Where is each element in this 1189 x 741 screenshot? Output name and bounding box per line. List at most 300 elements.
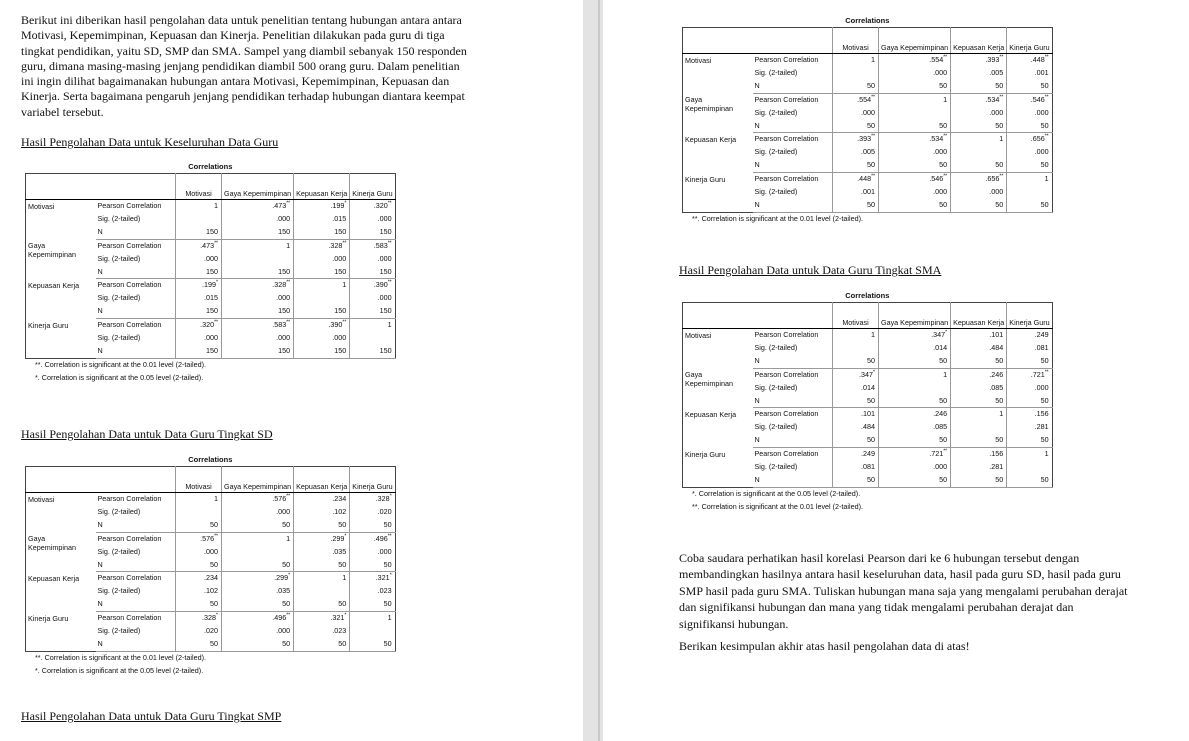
significance-mark: ** bbox=[871, 94, 875, 101]
table-cell bbox=[350, 585, 395, 598]
table-cell bbox=[176, 572, 222, 585]
significance-mark: ** bbox=[342, 240, 347, 247]
cell-value: .085 bbox=[989, 382, 1004, 392]
row-group-label: Kinerja Guru bbox=[685, 174, 726, 184]
cell-value: .576 bbox=[200, 533, 215, 543]
table-row bbox=[683, 368, 1053, 381]
table-cell bbox=[222, 253, 294, 266]
correlation-grid bbox=[682, 27, 1053, 213]
table-cell bbox=[1007, 54, 1052, 67]
table-cell bbox=[176, 612, 222, 625]
row-group-label: Gaya Kepemimpinan bbox=[685, 95, 733, 114]
cell-value: 50 bbox=[282, 599, 291, 609]
table-cell bbox=[951, 146, 1007, 159]
cell-value: .000 bbox=[989, 187, 1004, 197]
cell-value: 150 bbox=[379, 226, 392, 236]
cell-value: 50 bbox=[867, 474, 875, 484]
cell-value: .101 bbox=[861, 409, 875, 419]
table-cell bbox=[1007, 421, 1052, 434]
table-cell bbox=[879, 421, 951, 434]
cell-value: 50 bbox=[383, 638, 392, 648]
table-footnote: **. Correlation is significant at the 0.01 level (2-tailed). bbox=[692, 501, 863, 511]
row-group-label: Motivasi bbox=[28, 495, 55, 504]
cell-value: .000 bbox=[377, 213, 392, 223]
table-cell bbox=[879, 355, 951, 368]
table-cell bbox=[176, 532, 222, 545]
table-cell bbox=[833, 80, 879, 93]
cell-value: 50 bbox=[210, 638, 218, 648]
stat-label: Pearson Correlation bbox=[754, 55, 819, 64]
significance-mark: ** bbox=[999, 94, 1004, 101]
cell-value: .020 bbox=[377, 506, 392, 516]
cell-value: .347 bbox=[931, 330, 946, 339]
table-cell bbox=[350, 279, 395, 292]
table-cell bbox=[222, 305, 294, 318]
cell-value: .546 bbox=[1030, 94, 1045, 104]
cell-value: 50 bbox=[338, 638, 347, 648]
significance-mark: * bbox=[344, 533, 347, 540]
cell-value: .000 bbox=[204, 546, 218, 556]
intro-line: variabel tersebut. bbox=[21, 104, 104, 119]
significance-mark: ** bbox=[871, 134, 875, 141]
table-caption: Correlations bbox=[188, 455, 233, 464]
column-header: Kinerja Guru bbox=[1007, 303, 1052, 329]
correlation-table-smp bbox=[682, 15, 1053, 226]
table-cell bbox=[294, 559, 350, 572]
table-row bbox=[683, 133, 1053, 146]
table-cell bbox=[222, 572, 294, 585]
cell-value: .005 bbox=[861, 147, 875, 157]
table-row bbox=[26, 279, 396, 292]
correlation-grid bbox=[25, 466, 396, 652]
significance-mark: ** bbox=[943, 173, 948, 180]
stat-label: Sig. (2-tailed) bbox=[754, 462, 798, 472]
cell-value: .249 bbox=[1034, 330, 1049, 339]
stat-label: N bbox=[753, 199, 833, 212]
stat-label: N bbox=[96, 345, 176, 358]
table-cell bbox=[833, 133, 879, 146]
significance-mark: ** bbox=[214, 319, 218, 326]
table-cell bbox=[294, 226, 350, 239]
table-cell bbox=[951, 421, 1007, 434]
stat-label: Sig. (2-tailed) bbox=[97, 626, 141, 636]
table-cell bbox=[350, 239, 395, 252]
table-row bbox=[683, 408, 1053, 421]
question-line: SMP hasil pada guru SMA. Tuliskan hubungan mana saja yang mengalami perubahan derajat bbox=[679, 583, 1128, 598]
significance-mark: * bbox=[873, 369, 875, 376]
stat-label: N bbox=[96, 559, 176, 572]
significance-mark: * bbox=[389, 493, 392, 500]
table-cell bbox=[350, 319, 395, 332]
cell-value: .000 bbox=[276, 626, 291, 636]
stat-label: Sig. (2-tailed) bbox=[754, 147, 798, 157]
table-cell bbox=[350, 519, 395, 532]
cell-value: 50 bbox=[210, 519, 218, 529]
cell-value: 50 bbox=[282, 559, 291, 569]
table-footnote: *. Correlation is significant at the 0.05 level (2-tailed). bbox=[35, 372, 204, 382]
table-cell bbox=[833, 461, 879, 474]
table-cell bbox=[222, 585, 294, 598]
stat-label: Pearson Correlation bbox=[97, 533, 162, 543]
table-footnote: *. Correlation is significant at the 0.05 level (2-tailed). bbox=[692, 488, 861, 498]
table-cell bbox=[951, 80, 1007, 93]
cell-value: 1 bbox=[286, 533, 291, 543]
cell-value: .000 bbox=[276, 506, 291, 516]
cell-value: 1 bbox=[999, 409, 1004, 419]
cell-value: 50 bbox=[210, 599, 218, 609]
table-cell bbox=[1007, 448, 1052, 461]
cell-value: 50 bbox=[995, 80, 1004, 90]
cell-value: .102 bbox=[204, 586, 218, 596]
cell-value: 150 bbox=[206, 226, 218, 236]
cell-value: .000 bbox=[861, 107, 875, 117]
intro-line: ini ingin dilihat bagaimanakan hubungan antara Motivasi, Kepemimpinan, Kepuasan dan bbox=[21, 74, 450, 89]
table-cell bbox=[833, 382, 879, 395]
table-cell bbox=[222, 213, 294, 226]
cell-value: .320 bbox=[373, 201, 388, 210]
table-cell bbox=[1007, 382, 1052, 395]
table-cell bbox=[951, 474, 1007, 487]
cell-value: 50 bbox=[867, 395, 875, 405]
table-cell bbox=[294, 532, 350, 545]
table-cell bbox=[350, 266, 395, 279]
stat-label: Sig. (2-tailed) bbox=[754, 422, 798, 432]
heading-all-data: Hasil Pengolahan Data untuk Keseluruhan Data Guru bbox=[21, 135, 279, 149]
table-cell bbox=[879, 186, 951, 199]
table-cell bbox=[294, 598, 350, 611]
cell-value: .534 bbox=[929, 134, 944, 144]
table-cell bbox=[176, 200, 222, 213]
significance-mark: ** bbox=[1044, 94, 1049, 101]
table-cell bbox=[833, 186, 879, 199]
table-cell bbox=[951, 67, 1007, 80]
table-cell bbox=[879, 342, 951, 355]
significance-mark: ** bbox=[286, 280, 291, 287]
column-header: Gaya Kepemimpinan bbox=[879, 28, 951, 54]
cell-value: .721 bbox=[929, 449, 944, 459]
cell-value: 50 bbox=[939, 160, 948, 170]
table-cell bbox=[350, 559, 395, 572]
table-cell bbox=[879, 159, 951, 172]
cell-value: 50 bbox=[1040, 80, 1049, 90]
table-cell bbox=[350, 332, 395, 345]
table-cell bbox=[1007, 67, 1052, 80]
table-cell bbox=[833, 355, 879, 368]
cell-value: .015 bbox=[332, 213, 347, 223]
table-cell bbox=[350, 572, 395, 585]
cell-value: .020 bbox=[204, 626, 218, 636]
stat-label: N bbox=[96, 519, 176, 532]
column-header: Gaya Kepemimpinan bbox=[879, 303, 951, 329]
cell-value: .390 bbox=[373, 280, 388, 290]
table-cell bbox=[833, 421, 879, 434]
table-cell bbox=[833, 329, 879, 342]
table-cell bbox=[176, 546, 222, 559]
table-cell bbox=[879, 146, 951, 159]
table-cell bbox=[176, 213, 222, 226]
stat-label: Pearson Correlation bbox=[754, 94, 819, 104]
intro-line: tingkat pendidikan, yaitu SD, SMP dan SMA. Sampel yang diambil sebanyak 150 responden bbox=[21, 43, 467, 58]
table-cell bbox=[1007, 173, 1052, 186]
table-row bbox=[26, 612, 396, 625]
header-blank bbox=[26, 174, 96, 200]
column-header: Kinerja Guru bbox=[350, 174, 395, 200]
table-cell bbox=[833, 173, 879, 186]
cell-value: 50 bbox=[383, 519, 392, 529]
table-cell bbox=[294, 279, 350, 292]
cell-value: 1 bbox=[871, 55, 875, 64]
table-cell bbox=[350, 226, 395, 239]
table-cell bbox=[222, 598, 294, 611]
cell-value: .554 bbox=[857, 94, 872, 104]
cell-value: .347 bbox=[859, 369, 874, 379]
table-cell bbox=[879, 408, 951, 421]
stat-label: Sig. (2-tailed) bbox=[97, 506, 141, 516]
table-cell bbox=[222, 559, 294, 572]
header-blank bbox=[96, 467, 176, 493]
cell-value: 50 bbox=[939, 80, 948, 90]
intro-paragraph bbox=[21, 13, 561, 120]
table-cell bbox=[294, 493, 350, 506]
intro-line: Berikut ini diberikan hasil pengolahan data untuk penelitian tentang hubungan antara antara bbox=[21, 13, 462, 27]
cell-value: 150 bbox=[334, 226, 347, 236]
cell-value: .000 bbox=[276, 293, 291, 303]
stat-label: N bbox=[96, 638, 176, 651]
table-cell bbox=[222, 532, 294, 545]
cell-value: 50 bbox=[995, 435, 1004, 445]
significance-mark: * bbox=[344, 612, 347, 619]
table-cell bbox=[350, 532, 395, 545]
stat-label: Pearson Correlation bbox=[97, 613, 162, 623]
row-group-label: Motivasi bbox=[28, 202, 55, 211]
cell-value: 1 bbox=[999, 134, 1004, 144]
cell-value: .721 bbox=[1030, 369, 1045, 379]
intro-line: Motivasi, Kepemimpinan, Kepuasan dan Kinerja. Penelitian dilakukan pada guru di tiga bbox=[21, 28, 445, 43]
cell-value: .000 bbox=[377, 253, 392, 263]
stat-label: N bbox=[96, 305, 176, 318]
table-cell bbox=[222, 625, 294, 638]
stat-label: Pearson Correlation bbox=[754, 174, 819, 184]
table-cell bbox=[176, 319, 222, 332]
stat-label: N bbox=[753, 355, 833, 368]
table-cell bbox=[1007, 368, 1052, 381]
cell-value: 50 bbox=[995, 199, 1004, 209]
table-row bbox=[683, 448, 1053, 461]
cell-value: 50 bbox=[939, 435, 948, 445]
significance-mark: ** bbox=[214, 533, 218, 540]
table-row bbox=[26, 239, 396, 252]
cell-value: 50 bbox=[939, 474, 948, 484]
correlation-table-sma bbox=[682, 290, 1053, 514]
cell-value: .473 bbox=[200, 240, 215, 250]
table-cell bbox=[951, 395, 1007, 408]
column-header: Motivasi bbox=[176, 174, 222, 200]
significance-mark: ** bbox=[286, 612, 291, 619]
table-cell bbox=[879, 93, 951, 106]
stat-label: Sig. (2-tailed) bbox=[754, 342, 798, 352]
table-row bbox=[26, 532, 396, 545]
cell-value: .390 bbox=[328, 320, 343, 330]
cell-value: .246 bbox=[933, 409, 948, 419]
cell-value: .246 bbox=[989, 369, 1004, 379]
table-row bbox=[683, 54, 1053, 67]
column-header: Kepuasan Kerja bbox=[294, 467, 350, 493]
cell-value: .000 bbox=[1034, 147, 1049, 157]
cell-value: 150 bbox=[278, 306, 291, 316]
cell-value: 150 bbox=[206, 345, 218, 355]
correlation-grid bbox=[25, 173, 396, 359]
heading-sma: Hasil Pengolahan Data untuk Data Guru Tingkat SMA bbox=[679, 263, 942, 277]
cell-value: .546 bbox=[929, 174, 944, 184]
cell-value: 1 bbox=[1044, 449, 1049, 459]
cell-value: .000 bbox=[933, 462, 948, 472]
row-group-label: Gaya Kepemimpinan bbox=[28, 534, 76, 553]
row-group-label: Kinerja Guru bbox=[685, 449, 726, 459]
table-cell bbox=[222, 493, 294, 506]
table-cell bbox=[176, 266, 222, 279]
significance-mark: ** bbox=[286, 493, 291, 500]
table-cell bbox=[1007, 107, 1052, 120]
row-group-label: Kinerja Guru bbox=[28, 613, 69, 623]
cell-value: 50 bbox=[282, 638, 291, 648]
stat-label: Pearson Correlation bbox=[97, 494, 162, 503]
question-paragraph bbox=[679, 550, 1184, 632]
table-cell bbox=[222, 612, 294, 625]
cell-value: .015 bbox=[204, 293, 218, 303]
table-footnote: **. Correlation is significant at the 0.01 level (2-tailed). bbox=[35, 652, 206, 662]
table-caption: Correlations bbox=[188, 162, 233, 171]
table-cell bbox=[176, 292, 222, 305]
cell-value: .001 bbox=[861, 187, 875, 197]
table-cell bbox=[176, 305, 222, 318]
row-group-label: Kepuasan Kerja bbox=[28, 573, 80, 583]
significance-mark: * bbox=[945, 329, 948, 336]
cell-value: .156 bbox=[989, 449, 1004, 459]
table-cell bbox=[176, 239, 222, 252]
table-cell bbox=[350, 598, 395, 611]
table-cell bbox=[294, 612, 350, 625]
cell-value: .249 bbox=[861, 449, 875, 459]
cell-value: .000 bbox=[377, 546, 392, 556]
table-cell bbox=[951, 159, 1007, 172]
document-page-right bbox=[603, 0, 1189, 741]
table-cell bbox=[879, 461, 951, 474]
heading-smp: Hasil Pengolahan Data untuk Data Guru Tingkat SMP bbox=[21, 709, 282, 723]
table-cell bbox=[833, 54, 879, 67]
table-cell bbox=[176, 253, 222, 266]
table-cell bbox=[176, 625, 222, 638]
cell-value: 1 bbox=[214, 494, 218, 503]
stat-label: N bbox=[753, 395, 833, 408]
table-cell bbox=[879, 107, 951, 120]
column-header: Kepuasan Kerja bbox=[951, 303, 1007, 329]
cell-value: 150 bbox=[334, 345, 347, 355]
header-blank bbox=[753, 303, 833, 329]
cell-value: .000 bbox=[933, 147, 948, 157]
table-cell bbox=[222, 638, 294, 651]
table-cell bbox=[951, 434, 1007, 447]
table-cell bbox=[222, 239, 294, 252]
table-cell bbox=[833, 408, 879, 421]
cell-value: .014 bbox=[933, 342, 948, 352]
table-row bbox=[26, 572, 396, 585]
table-cell bbox=[350, 200, 395, 213]
table-cell bbox=[222, 546, 294, 559]
cell-value: 1 bbox=[387, 320, 392, 330]
table-cell bbox=[833, 395, 879, 408]
table-cell bbox=[879, 120, 951, 133]
cell-value: 50 bbox=[939, 199, 948, 209]
table-cell bbox=[1007, 186, 1052, 199]
cell-value: .000 bbox=[377, 293, 392, 303]
cell-value: .000 bbox=[332, 253, 347, 263]
cell-value: .000 bbox=[276, 333, 291, 343]
table-cell bbox=[833, 448, 879, 461]
cell-value: .328 bbox=[328, 240, 343, 250]
significance-mark: * bbox=[344, 200, 347, 207]
table-cell bbox=[833, 107, 879, 120]
significance-mark: ** bbox=[871, 173, 875, 180]
table-cell bbox=[176, 519, 222, 532]
table-cell bbox=[1007, 133, 1052, 146]
table-cell bbox=[879, 67, 951, 80]
cell-value: 50 bbox=[939, 120, 948, 130]
table-cell bbox=[951, 173, 1007, 186]
cell-value: 150 bbox=[334, 266, 347, 276]
cell-value: .014 bbox=[861, 382, 875, 392]
table-cell bbox=[879, 173, 951, 186]
table-footnote: **. Correlation is significant at the 0.01 level (2-tailed). bbox=[692, 213, 863, 223]
table-cell bbox=[951, 54, 1007, 67]
stat-label: Sig. (2-tailed) bbox=[97, 293, 141, 303]
cell-value: 50 bbox=[995, 160, 1004, 170]
table-cell bbox=[879, 448, 951, 461]
table-cell bbox=[294, 213, 350, 226]
table-cell bbox=[222, 292, 294, 305]
column-header: Gaya Kepemimpinan bbox=[222, 467, 294, 493]
table-cell bbox=[951, 186, 1007, 199]
table-cell bbox=[294, 585, 350, 598]
cell-value: .554 bbox=[929, 55, 944, 64]
table-cell bbox=[176, 332, 222, 345]
cell-value: .005 bbox=[989, 67, 1004, 77]
cell-value: .281 bbox=[1034, 422, 1049, 432]
cell-value: 50 bbox=[338, 559, 347, 569]
table-cell bbox=[879, 54, 951, 67]
cell-value: .328 bbox=[272, 280, 287, 290]
cell-value: .656 bbox=[985, 174, 1000, 184]
cell-value: .001 bbox=[1034, 67, 1049, 77]
page-gutter bbox=[583, 0, 603, 741]
table-caption: Correlations bbox=[845, 291, 890, 300]
stat-label: Sig. (2-tailed) bbox=[754, 67, 798, 77]
significance-mark: ** bbox=[286, 319, 291, 326]
significance-mark: * bbox=[389, 573, 392, 580]
question-line: signifikansi hubungan. bbox=[679, 616, 789, 631]
cell-value: 1 bbox=[342, 573, 347, 583]
stat-label: N bbox=[753, 80, 833, 93]
cell-value: 50 bbox=[338, 599, 347, 609]
cell-value: 50 bbox=[867, 120, 875, 130]
stat-label: Pearson Correlation bbox=[754, 369, 819, 379]
table-row bbox=[26, 319, 396, 332]
heading-sd: Hasil Pengolahan Data untuk Data Guru Tingkat SD bbox=[21, 427, 273, 441]
cell-value: .081 bbox=[861, 462, 875, 472]
significance-mark: ** bbox=[387, 240, 392, 247]
stat-label: Sig. (2-tailed) bbox=[97, 333, 141, 343]
table-cell bbox=[176, 585, 222, 598]
significance-mark: ** bbox=[1044, 134, 1049, 141]
